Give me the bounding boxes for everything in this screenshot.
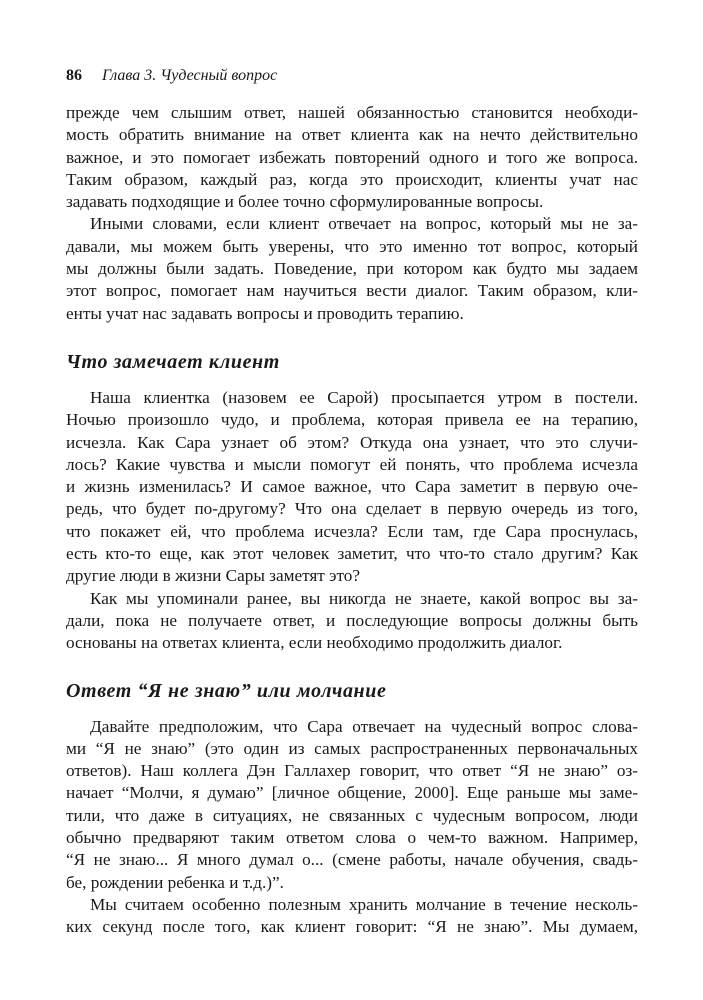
text-line: мы должны были задать. Поведение, при котором как будто мы задаем [66, 259, 638, 279]
text-line: Мы считаем особенно полезным хранить молчание в течение несколь- [90, 894, 638, 914]
running-head [66, 66, 277, 86]
text-line: давали, мы можем быть уверены, что это именно тот вопрос, который [66, 236, 638, 256]
text-line: обычно предваряют таким ответом слова о чем-то важном. Например, [66, 828, 638, 848]
page-number: 86 [66, 67, 82, 84]
text-line: важное, и это помогает избежать повторений одного и того же вопроса. [66, 147, 638, 167]
text-line: этот вопрос, помогает нам научиться вести диалог. Таким образом, кли- [66, 281, 638, 301]
text-line: лось? Какие чувства и мысли помогут ей понять, что проблема исчезла [66, 454, 638, 474]
text-line: Иными словами, если клиент отвечает на вопрос, который мы не за- [90, 214, 638, 234]
text-line: бе, рождении ребенка и т.д.)”. [66, 872, 284, 892]
paragraph [66, 387, 638, 588]
paragraph [66, 588, 638, 655]
text-line: ми “Я не знаю” (это один из самых распространенных первоначальных [66, 738, 638, 758]
text-line: ких секунд после того, как клиент говорит: “Я не знаю”. Мы думаем, [66, 917, 638, 937]
text-line: “Я не знаю... Я много думал о... (смене работы, начале обучения, свадь- [66, 850, 638, 870]
paragraph [66, 213, 638, 324]
text-line: начает “Молчи, я думаю” [личное общение, 2000]. Еще раньше мы заме- [66, 783, 638, 803]
text-line: другие люди в жизни Сары заметят это? [66, 566, 360, 586]
text-line: что покажет ей, что проблема исчезла? Если там, где Сара проснулась, [66, 521, 638, 541]
text-line: Наша клиентка (назовем ее Сарой) просыпается утром в постели. [90, 387, 638, 407]
text-line: тили, что даже в ситуациях, не связанных с чудесным вопросом, люди [66, 805, 638, 825]
paragraph [66, 102, 638, 213]
text-line: и жизнь изменилась? И самое важное, что Сара заметит в первую оче- [66, 477, 638, 497]
page-body [66, 102, 638, 939]
text-line: ответов). Наш коллега Дэн Галлахер говорит, что ответ “Я не знаю” оз- [66, 761, 638, 781]
section-heading: Что замечает клиент [66, 350, 280, 373]
section-i-dont-know [66, 716, 638, 939]
chapter-title: Глава 3. Чудесный вопрос [102, 67, 278, 84]
text-line: Как мы упоминали ранее, вы никогда не знаете, какой вопрос вы за- [90, 588, 638, 608]
intro-paragraphs [66, 102, 638, 325]
section-what-client-notices [66, 387, 638, 655]
text-line: мость обратить внимание на ответ клиента как на нечто действительно [66, 125, 638, 145]
text-line: Ночью произошло чудо, и проблема, которая привела ее на терапию, [66, 410, 638, 430]
text-line: задавать подходящие и более точно сформулированные вопросы. [66, 192, 544, 212]
text-line: есть кто-то еще, как этот человек заметит, что что-то стало другим? Как [66, 544, 638, 564]
paragraph [66, 894, 638, 939]
paragraph [66, 716, 638, 894]
text-line: енты учат нас задавать вопросы и проводить терапию. [66, 303, 464, 323]
text-line: редь, что будет по-другому? Что она сделает в первую очередь из того, [66, 499, 638, 519]
text-line: прежде чем слышим ответ, нашей обязанностью становится необходи- [66, 103, 638, 122]
text-line: исчезла. Как Сара узнает об этом? Откуда она узнает, что это случи- [66, 432, 638, 452]
section-heading: Ответ “Я не знаю” или молчание [66, 679, 387, 702]
text-line: Давайте предположим, что Сара отвечает на чудесный вопрос слова- [90, 716, 638, 736]
text-line: дали, пока не получаете ответ, и последующие вопросы должны быть [66, 610, 638, 630]
text-line: Таким образом, каждый раз, когда это происходит, клиенты учат нас [66, 169, 638, 189]
text-line: основаны на ответах клиента, если необходимо продолжить диалог. [66, 633, 563, 653]
